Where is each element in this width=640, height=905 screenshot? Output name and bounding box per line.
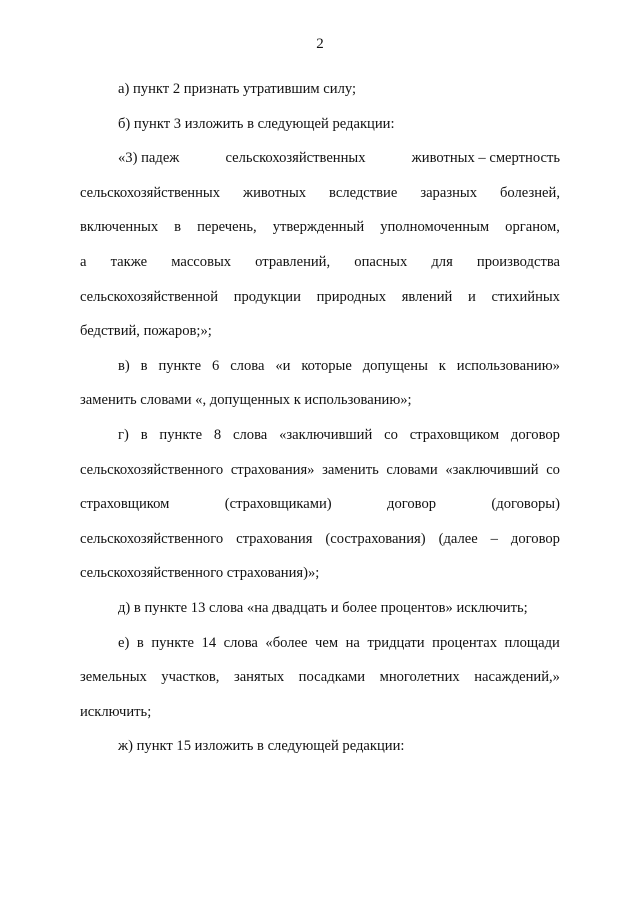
word: вследствие xyxy=(329,184,398,201)
item-d: д) в пункте 13 слова «на двадцать и более процентов» исключить; xyxy=(118,599,528,616)
word: 8 xyxy=(213,426,222,443)
word: в xyxy=(174,219,182,236)
item-g-line-4 xyxy=(80,522,560,557)
word: на xyxy=(345,634,360,651)
word: сельскохозяйственного xyxy=(80,530,224,547)
item-b: б) пункт 3 изложить в следующей редакции: xyxy=(118,115,395,132)
word: «более xyxy=(265,634,308,651)
quote-line-1 xyxy=(80,141,560,176)
word: а xyxy=(80,253,87,270)
word: продукции xyxy=(233,288,301,305)
word: «и xyxy=(275,357,291,374)
word: сельскохозяйственного xyxy=(80,461,224,478)
word: уполномоченным xyxy=(380,219,490,236)
word: посадками xyxy=(298,669,366,686)
item-v-line-1 xyxy=(80,349,560,384)
word: в) xyxy=(118,357,130,374)
document-body xyxy=(80,72,560,764)
word: производства xyxy=(476,253,560,270)
item-zh: ж) пункт 15 изложить в следующей редакции: xyxy=(118,738,405,755)
word: (страховщиками) xyxy=(224,496,332,513)
item-e xyxy=(80,626,560,730)
word: страховщиком xyxy=(80,496,170,513)
word: включенных xyxy=(80,219,159,236)
word: к xyxy=(438,357,446,374)
word: сельскохозяйственных xyxy=(80,184,221,201)
item-e-line-3: исключить; xyxy=(80,703,152,720)
word: явлений xyxy=(401,288,453,305)
item-g xyxy=(80,418,560,591)
quote-line-6: бедствий, пожаров;»; xyxy=(80,323,212,340)
word: перечень, xyxy=(197,219,257,236)
word: договор xyxy=(510,426,560,443)
word: животных xyxy=(242,184,307,201)
word: (договоры) xyxy=(491,496,560,513)
word: сельскохозяйственных xyxy=(225,150,366,167)
word: – xyxy=(490,530,498,547)
word: процентах xyxy=(432,634,497,651)
word: страховщиком xyxy=(409,426,500,443)
word: пункте xyxy=(158,357,202,374)
word: которые xyxy=(301,357,352,374)
word: участков, xyxy=(161,669,220,686)
quote-line-2 xyxy=(80,176,560,211)
word: (сострахования) xyxy=(325,530,426,547)
word: в xyxy=(136,634,144,651)
word: чем xyxy=(315,634,339,651)
word: пункте xyxy=(151,634,194,651)
word: тридцати xyxy=(367,634,425,651)
item-g-line-1 xyxy=(80,418,560,453)
word: болезней, xyxy=(499,184,560,201)
quote-line-4 xyxy=(80,245,560,280)
word: со xyxy=(384,426,398,443)
word: в xyxy=(140,357,148,374)
word: пункте xyxy=(159,426,203,443)
word: «заключивший xyxy=(279,426,373,443)
word: слова xyxy=(233,426,268,443)
word: площади xyxy=(504,634,560,651)
word: занятых xyxy=(233,669,285,686)
word: (далее xyxy=(438,530,478,547)
item-e-line-1 xyxy=(80,626,560,661)
word: словами xyxy=(386,461,438,478)
word: заменить xyxy=(322,461,379,478)
quoted-item-3 xyxy=(80,141,560,349)
quote-line-5 xyxy=(80,280,560,315)
word: в xyxy=(140,426,148,443)
word: г) xyxy=(118,426,129,443)
word: 6 xyxy=(212,357,220,374)
word: утвержденный xyxy=(272,219,365,236)
word: стихийных xyxy=(491,288,560,305)
word: допущены xyxy=(362,357,428,374)
word: природных xyxy=(316,288,387,305)
word: для xyxy=(431,253,453,270)
word: отравлений, xyxy=(255,253,331,270)
word: страхования xyxy=(236,530,313,547)
word: массовых xyxy=(171,253,232,270)
word: слова xyxy=(230,357,265,374)
word: и xyxy=(468,288,476,305)
word: 14 xyxy=(201,634,217,651)
word: «заключивший xyxy=(445,461,539,478)
word: е) xyxy=(118,634,130,651)
item-g-line-5: сельскохозяйственного страхования)»; xyxy=(80,565,320,582)
word: страхования» xyxy=(230,461,315,478)
item-g-line-2 xyxy=(80,453,560,488)
word: «3) падеж xyxy=(118,150,180,167)
word: многолетних xyxy=(379,669,460,686)
word: земельных xyxy=(80,669,147,686)
word: использованию» xyxy=(456,357,560,374)
word: сельскохозяйственной xyxy=(80,288,219,305)
item-a: а) пункт 2 признать утратившим силу; xyxy=(118,81,357,97)
word: также xyxy=(110,253,148,270)
word: договор xyxy=(387,496,437,513)
word: опасных xyxy=(354,253,408,270)
word: договор xyxy=(510,530,560,547)
page-number: 2 xyxy=(316,36,324,52)
item-g-line-3 xyxy=(80,487,560,522)
word: животных – смертность xyxy=(411,150,560,167)
word: насаждений,» xyxy=(474,669,560,686)
item-v-line-2: заменить словами «, допущенных к использованию»; xyxy=(80,392,412,409)
word: со xyxy=(546,461,560,478)
item-v xyxy=(80,349,560,418)
quote-line-3 xyxy=(80,210,560,245)
word: слова xyxy=(223,634,258,651)
item-e-line-2 xyxy=(80,660,560,695)
word: органом, xyxy=(505,219,560,236)
word: заразных xyxy=(420,184,478,201)
